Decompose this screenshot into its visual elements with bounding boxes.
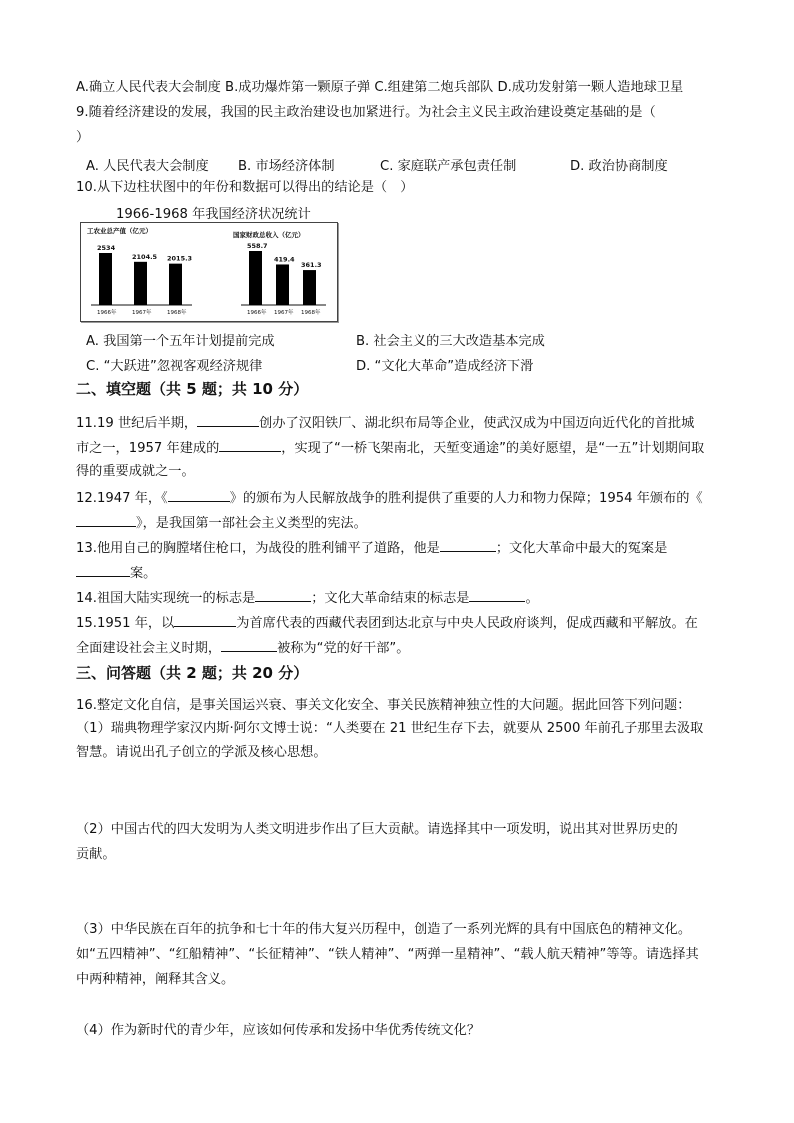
chart-data-label-1-1: 2534 [97,244,116,252]
chart-category-label-1-3: 1968年 [167,310,187,316]
q11-blank-1[interactable] [197,414,259,427]
q11-line2: 市之一，1957 年建成的 ，实现了“一桥飞架南北，天堑变通途”的美好愿望，是“一五”计划期间取 [76,441,705,456]
bar-chart-svg [81,223,337,321]
q15-line1: 15.1951 年，以 为首席代表的西藏代表团到达北京与中央人民政府谈判，促成西藏和平解放。在 [76,616,698,631]
chart-bar-1-3 [169,264,182,305]
q9-stem: 9.随着经济建设的发展，我国的民主政治建设也加紧进行。为社会主义民主政治建设奠定基础的是（ [76,105,656,120]
q15-line2: 全面建设社会主义时期， 被称为“党的好干部”。 [76,641,410,656]
chart-bar-2-2 [276,264,289,305]
chart-data-label-1-2: 2104.5 [132,252,158,261]
chart-panel-title-1: 工农业总产值（亿元） [87,227,152,235]
chart-data-label-2-2: 419.4 [274,255,295,264]
q11-line1: 11.19 世纪后半期， 创办了汉阳铁厂、湖北织布局等企业，使武汉成为中国迈向近代化的首批城 [76,416,695,431]
q10-option-d: D. “文化大革命”造成经济下滑 [356,359,534,374]
chart-bar-1-1 [99,253,112,305]
q9-stem-close: ） [76,130,90,145]
q13-line1: 13.他用自己的胸膛堵住枪口，为战役的胜利铺平了道路，他是 ；文化大革命中最大的冤案是 [76,541,668,556]
section2-title: 二、填空题（共 5 题；共 10 分） [76,380,309,398]
chart-category-label-2-3: 1968年 [301,310,321,316]
chart-title: 1966-1968 年我国经济状况统计 [116,207,311,222]
q13-line2: 案。 [76,564,156,582]
q12-line1: 12.1947 年，《 》的颁布为人民解放战争的胜利提供了重要的人力和物力保障；1954 年颁布的《 [76,491,703,506]
q9-option-d: D. 政治协商制度 [570,159,668,174]
q16-part1-line1: （1）瑞典物理学家汉内斯·阿尔文博士说：“人类要在 21 世纪生存下去，就要从 2500 年前孔子那里去汲取 [76,721,704,736]
chart-bar-2-1 [249,251,262,305]
q16-part2-line2: 贡献。 [76,847,116,862]
q16-part3-line3: 中两种精神，阐释其含义。 [76,972,235,987]
chart-category-label-2-1: 1966年 [247,310,267,316]
q13-blank-1[interactable] [440,539,496,552]
chart-data-label-1-3: 2015.3 [167,254,193,263]
q16-part3-line2: 如“五四精神”、“红船精神”、“长征精神”、“铁人精神”、“两弹一星精神”、“载人航天精神”等等。请选择其 [76,947,699,962]
q15-blank-2[interactable] [221,639,277,652]
q9-option-a: A. 人民代表大会制度 [86,159,209,174]
q10-option-b: B. 社会主义的三大改造基本完成 [356,334,545,349]
chart-category-label-1-1: 1966年 [97,310,117,316]
chart-data-label-2-3: 361.3 [301,261,322,270]
section3-title: 三、问答题（共 2 题；共 20 分） [76,664,309,682]
q14-blank-1[interactable] [255,589,311,602]
q14-line: 14.祖国大陆实现统一的标志是 ；文化大革命结束的标志是 。 [76,591,539,606]
q15-blank-1[interactable] [174,614,236,627]
q16-part4: （4）作为新时代的青少年，应该如何传承和发扬中华优秀传统文化？ [76,1023,481,1038]
q11-line3: 得的重要成就之一。 [76,464,195,479]
q10-option-a: A. 我国第一个五年计划提前完成 [86,334,275,349]
q11-blank-2[interactable] [219,439,281,452]
q10-stem: 10.从下边柱状图中的年份和数据可以得出的结论是（ ） [76,180,414,195]
chart-panel-title-2: 国家财政总收入（亿元） [233,231,305,239]
chart-data-label-2-1: 558.7 [247,242,268,250]
q9-option-b: B. 市场经济体制 [238,159,335,174]
q12-line2: 》，是我国第一部社会主义类型的宪法。 [76,514,367,532]
bar-chart-figure [80,222,338,322]
q16-part3-line1: （3）中华民族在百年的抗争和七十年的伟大复兴历程中，创造了一系列光辉的具有中国底色的精神文化。 [76,922,692,937]
q10-option-c: C. “大跃进”忽视客观经济规律 [86,359,263,374]
chart-bar-1-2 [134,262,147,305]
chart-bar-2-3 [303,270,316,305]
chart-category-label-2-2: 1967年 [274,310,294,316]
q16-part2-line1: （2）中国古代的四大发明为人类文明进步作出了巨大贡献。请选择其中一项发明，说出其对世界历史的 [76,822,678,837]
q12-blank-1[interactable] [168,489,230,502]
q14-blank-2[interactable] [469,589,525,602]
q9-option-c: C. 家庭联产承包责任制 [380,159,517,174]
q8-options-line: A.确立人民代表大会制度 B.成功爆炸第一颗原子弹 C.组建第二炮兵部队 D.成功发射第一颗人造地球卫星 [76,80,684,95]
q13-blank-2[interactable] [76,564,130,577]
q12-blank-2[interactable] [76,514,136,527]
q16-part1-line2: 智慧。请说出孔子创立的学派及核心思想。 [76,745,327,760]
chart-category-label-1-2: 1967年 [132,310,152,316]
q16-stem: 16.整定文化自信，是事关国运兴衰、事关文化安全、事关民族精神独立性的大问题。据此回答下列问题： [76,698,691,713]
